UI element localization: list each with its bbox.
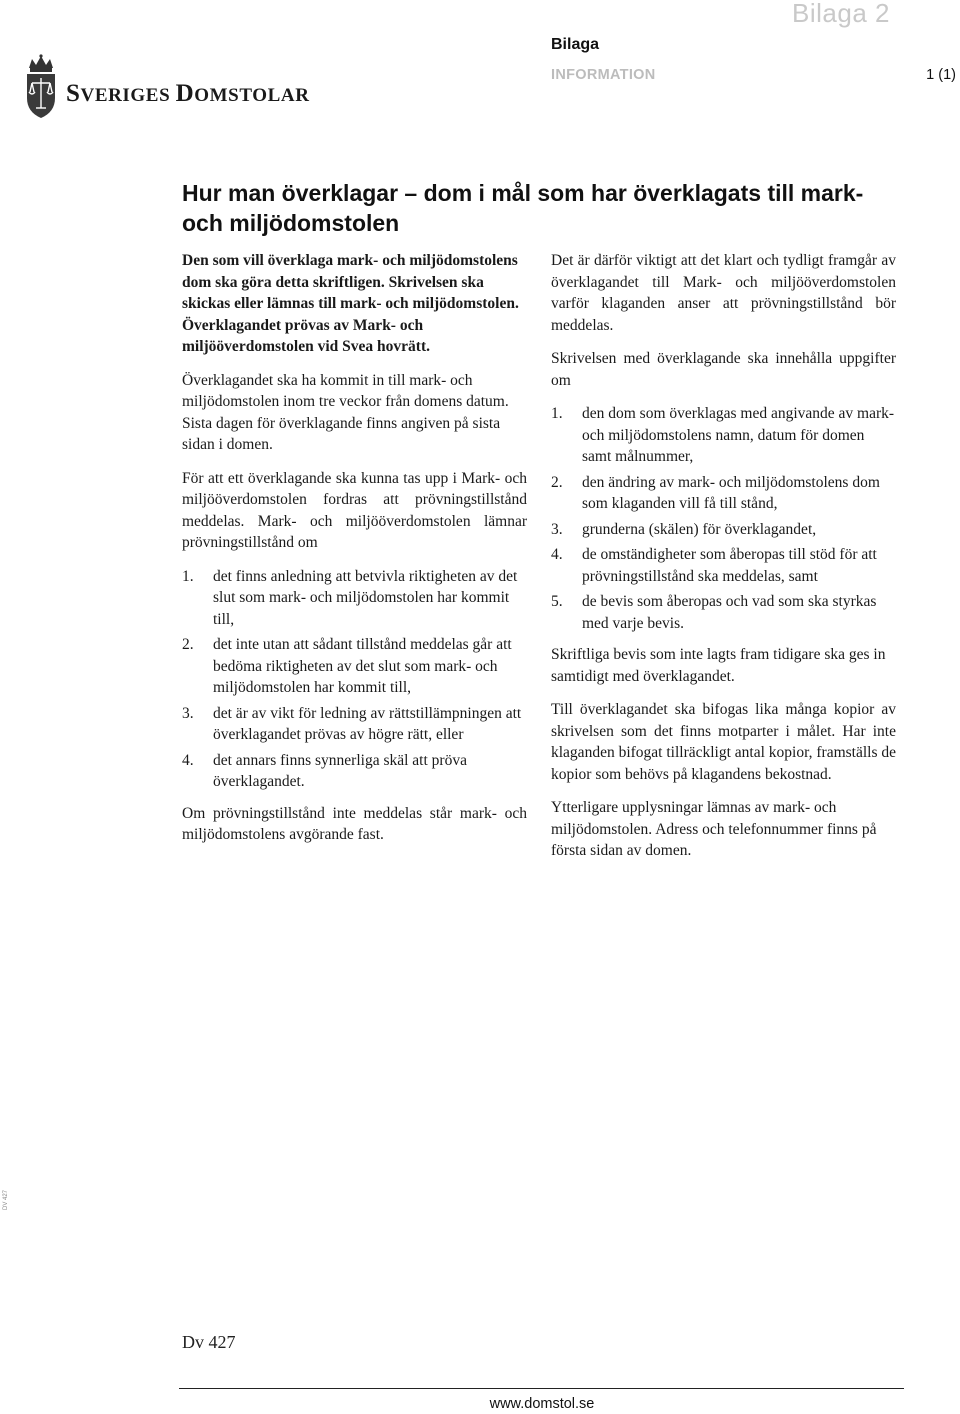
- deadline-paragraph: Överklagandet ska ha kommit in till mark- och miljödomstolen inom tre veckor från domens datum. Sista dagen för överklagande finns angiven på sista sidan i domen.: [182, 371, 509, 453]
- content-requirements-list: [551, 403, 896, 634]
- document-type: INFORMATION: [551, 67, 656, 83]
- footer-divider: [179, 1388, 904, 1389]
- leave-to-appeal-paragraph: För att ett överklagande ska kunna tas upp i Mark- och miljööverdomstolen fordras att prövningstillstånd meddelas. Mark- och miljööverdomstolen lämnar prövningstillstånd om: [182, 469, 527, 551]
- list-item: 3. grunderna (skälen) för överklagandet,: [551, 520, 817, 538]
- footer-website-link[interactable]: www.domstol.se: [489, 1396, 595, 1412]
- right-column: [551, 250, 896, 874]
- clarity-paragraph: Det är därför viktigt att det klart och tydligt framgår av överklagandet till Mark- och miljööverdomstolen varför klaganden anser att prövningstillstånd bör meddelas.: [551, 252, 896, 334]
- list-item: 4. de omständigheter som åberopas till stöd för att prövningstillstånd ska meddelas, samt: [551, 546, 877, 585]
- list-item: 2. det inte utan att sådant tillstånd meddelas går att bedöma riktigheten av det slut som mark- och miljödomstolen har kommit till,: [182, 636, 512, 696]
- list-item: 3. det är av vikt för ledning av rättstillämpningen att överklagandet prövas av högre rätt, eller: [182, 704, 522, 743]
- crowned-scales-emblem-icon: [24, 54, 58, 120]
- contact-paragraph: Ytterligare upplysningar lämnas av mark- och miljödomstolen. Adress och telefonnummer finns på första sidan av domen.: [551, 799, 877, 859]
- left-column: [182, 250, 527, 858]
- evidence-paragraph: Skriftliga bevis som inte lagts fram tidigare ska ges in samtidigt med överklagandet.: [551, 646, 886, 685]
- form-code: Dv 427: [182, 1332, 236, 1352]
- list-item: 1. det finns anledning att betvivla riktigheten av det slut som mark- och miljödomstolen har kommit till,: [182, 567, 518, 628]
- list-item: 2. den ändring av mark- och miljödomstolens dom som klaganden vill få till stånd,: [551, 473, 880, 512]
- document-label-large: Bilaga 2: [792, 0, 890, 28]
- form-code-vertical: DV 427: [3, 1189, 9, 1210]
- document-label: Bilaga: [551, 36, 600, 53]
- page-number: 1 (1): [926, 67, 956, 83]
- content-requirements-paragraph: Skrivelsen med överklagande ska innehålla uppgifter om: [551, 350, 896, 389]
- leave-conditions-list: [182, 566, 527, 793]
- logo: [24, 54, 310, 120]
- intro-paragraph: Den som vill överklaga mark- och miljödomstolens dom ska göra detta skriftligen. Skrivelsen ska skickas eller lämnas till mark- och miljödomstolen. Överklagandet prövas av Mark- och miljööverdomstolen vid Svea hovrätt.: [182, 252, 519, 355]
- list-item: 5. de bevis som åberopas och vad som ska styrkas med varje bevis.: [551, 593, 877, 632]
- list-item: 4. det annars finns synnerliga skäl att pröva överklagandet.: [182, 751, 467, 790]
- list-item: 1. den dom som överklagas med angivande av mark- och miljödomstolens namn, datum för domen samt målnummer,: [551, 405, 895, 465]
- page-title: Hur man överklagar – dom i mål som har överklagats till mark- och miljödomstolen: [182, 180, 864, 236]
- copies-paragraph: Till överklagandet ska bifogas lika många kopior av skrivelsen som det finns motparter i målet. Har inte klaganden bifogat tillräckligt antal kopior, framställs de kopior som behövs på klagandens bekostnad.: [551, 701, 897, 783]
- logo-wordmark: SVERIGES DOMSTOLAR: [66, 80, 310, 107]
- no-leave-paragraph: Om prövningstillstånd inte meddelas står mark- och miljödomstolens avgörande fast.: [182, 804, 527, 843]
